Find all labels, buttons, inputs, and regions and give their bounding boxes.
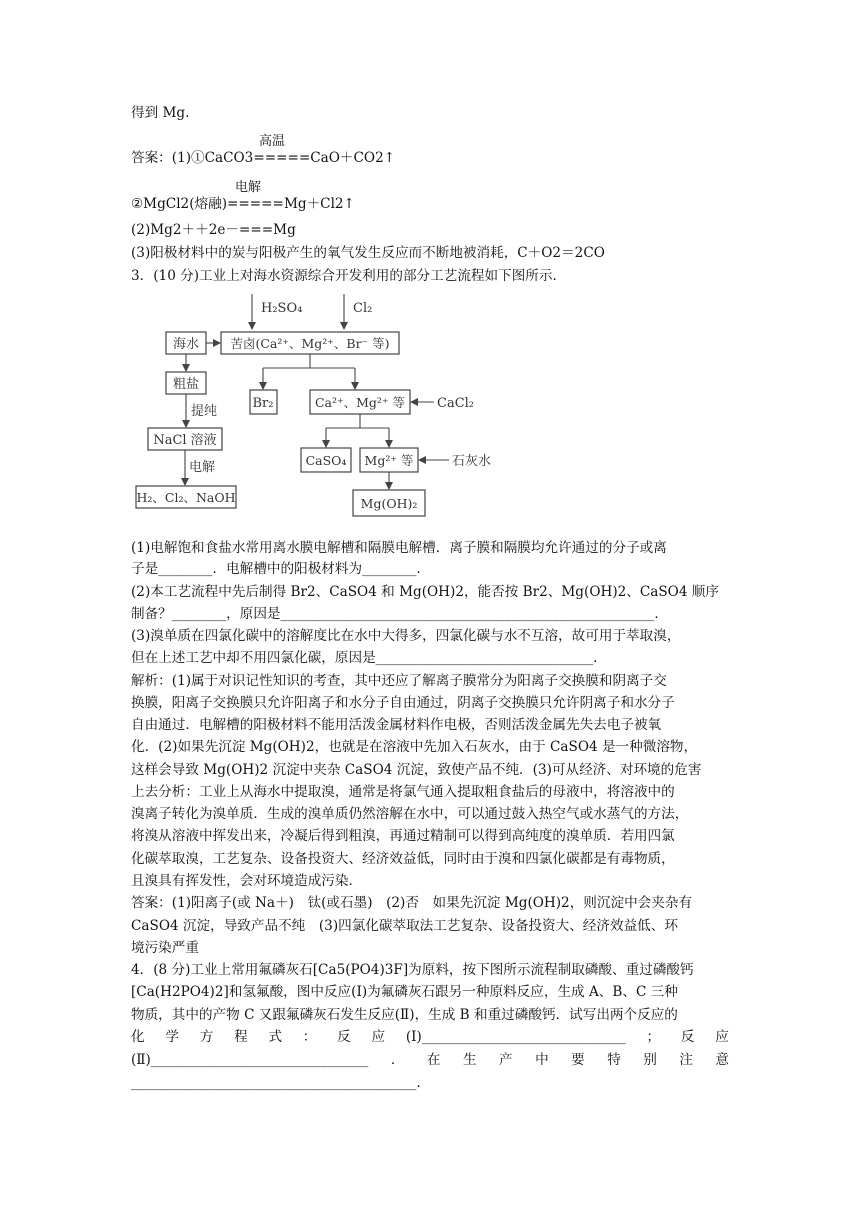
process-flow-diagram [131, 290, 551, 526]
nacl-label: NaCl 溶液 [153, 433, 217, 448]
text-segment: 应 [715, 1029, 729, 1045]
text-segment: 在 [426, 1052, 441, 1068]
question-line: 但在上述工艺中却不用四氯化碳，原因是________________________________． [131, 650, 607, 666]
text-segment: 特 [607, 1052, 621, 1068]
text-segment: 注 [679, 1052, 693, 1068]
question-line: (1)电解饱和食盐水常用离水膜电解槽和隔膜电解槽．离子膜和隔膜均允许通过的分子或离 [131, 540, 667, 556]
text-segment: 方 [199, 1029, 214, 1045]
explanation-line: 化．(2)如果先沉淀 Mg(OH)2，也就是在溶液中先加入石灰水，由于 CaSO4 是一种微溶物， [131, 739, 698, 755]
crude-salt-label: 粗盐 [172, 377, 200, 392]
ca-mg-label: Ca²⁺、Mg²⁺ 等 [314, 395, 406, 410]
text-segment: 产 [499, 1052, 513, 1068]
reagent-h2so4-label: H₂SO₄ [261, 301, 303, 316]
question-line: 4．(8 分)工业上常用氟磷灰石[Ca5(PO4)3F]为原料，按下图所示流程制取磷酸、重过磷酸钙 [131, 962, 694, 978]
explanation-line: 化碳萃取溴，工艺复杂、设备投资大、经济效益低，同时由于溴和四氯化碳都是有毒物质， [131, 851, 675, 867]
question-line: __________________________________________． [131, 1075, 431, 1091]
question-line: (2)本工艺流程中先后制得 Br2、CaSO4 和 Mg(OH)2，能否按 Br2、Mg(OH)2、CaSO4 顺序 [131, 584, 719, 600]
text-segment: 反 [680, 1029, 695, 1045]
br2-label: Br₂ [252, 396, 274, 411]
explanation-line: 且溴具有挥发性，会对环境造成污染． [131, 873, 363, 889]
mgoh2-label: Mg(OH)₂ [360, 496, 418, 511]
question-line: [Ca(H2PO4)2]和氢氟酸，图中反应(Ⅰ)为氟磷灰石跟另一种原料反应，生成 A、B、C 三种 [131, 984, 678, 1000]
text-segment: 中 [535, 1052, 549, 1068]
text-segment: 化 [131, 1029, 145, 1045]
products-label: H₂、Cl₂、NaOH [136, 490, 236, 505]
text-segment: 程 [234, 1029, 248, 1045]
answer-line: CaSO4 沉淀，导致产品不纯 (3)四氯化碳萃取法工艺复杂、设备投资大、经济效益低、环 [131, 918, 678, 934]
question-line: 子是________．电解槽中的阳极材料为________． [131, 561, 431, 577]
answer-line: 答案：(1)①CaCO3=====CaO＋CO2↑ [131, 150, 396, 166]
purify-label: 提纯 [191, 404, 218, 419]
text-segment: 别 [643, 1052, 657, 1068]
question-line: 制备？________，原因是_______________________________________________________． [131, 606, 668, 622]
seawater-label: 海水 [172, 337, 200, 352]
explanation-line: 解析：(1)属于对识记性知识的考查，其中还应了解离子膜常分为阳离子交换膜和阴离子交 [131, 673, 667, 689]
answer-line: ②MgCl2(熔融)=====Mg＋Cl2↑ [131, 196, 355, 212]
text-segment: (Ⅰ)______________________________ [405, 1029, 626, 1045]
answer-line: 答案：(1)阳离子(或 Na＋) 钛(或石墨) (2)否 如果先沉淀 Mg(OH)2，则沉淀中会夹杂有 [131, 895, 693, 911]
electrolysis-label: 电解 [189, 460, 216, 475]
text-segment: 要 [571, 1052, 585, 1068]
answer-line: (2)Mg2＋＋2e－===Mg [131, 222, 296, 238]
caso4-label: CaSO₄ [305, 453, 347, 468]
answer-line: (3)阳极材料中的炭与阳极产生的氧气发生反应而不断地被消耗，C＋O2＝2CO [131, 245, 605, 261]
question-line: 物质，其中的产物 C 又跟氟磷灰石发生反应(Ⅱ)，生成 B 和重过磷酸钙．试写出两个反应的 [131, 1007, 678, 1023]
mg-label: Mg²⁺ 等 [364, 453, 414, 468]
bittern-label: 苦卤(Ca²⁺、Mg²⁺、Br⁻ 等) [230, 336, 390, 351]
question-line: (3)溴单质在四氯化碳中的溶解度比在水中大得多，四氯化碳与水不互溶，故可用于萃取溴， [131, 628, 681, 644]
explanation-line: 上去分析：工业上从海水中提取溴，通常是将氯气通入提取粗食盐后的母液中，将溶液中的 [131, 784, 675, 800]
cacl2-label: CaCl₂ [437, 396, 475, 411]
text-segment: 学 [165, 1029, 179, 1045]
reagent-cl2-label: Cl₂ [353, 301, 373, 316]
explanation-line: 自由通过．电解槽的阳极材料不能用活泼金属材料作电极，否则活泼金属先失去电子被氧 [131, 717, 662, 733]
explanation-line: 换膜，阳离子交换膜只允许阳离子和水分子自由通过，阴离子交换膜只允许阴离子和水分子 [131, 695, 675, 711]
explanation-line: 溴离子转化为溴单质．生成的溴单质仍然溶解在水中，可以通过鼓入热空气或水蒸气的方法， [131, 806, 689, 822]
lime-label: 石灰水 [452, 454, 492, 469]
question-line-justified [131, 1027, 729, 1047]
condition-label: 高温 [259, 134, 286, 149]
text-segment: 反 [337, 1029, 351, 1045]
condition-label: 电解 [235, 180, 262, 195]
text-segment: 应 [371, 1029, 386, 1045]
text-segment: ： [302, 1029, 317, 1045]
text-segment: ． [390, 1052, 405, 1068]
text-segment: ； [646, 1029, 661, 1045]
answer-line: 境污染严重 [131, 940, 199, 956]
text-segment: 意 [715, 1052, 729, 1068]
question-line-justified [131, 1050, 729, 1070]
question-heading: 3．(10 分)工业上对海水资源综合开发利用的部分工艺流程如下图所示． [131, 268, 567, 284]
text-segment: (Ⅱ)________________________________ [131, 1052, 369, 1068]
text-line: 得到 Mg. [131, 105, 190, 121]
text-segment: 式 [268, 1029, 283, 1045]
explanation-line: 将溴从溶液中挥发出来，冷凝后得到粗溴，再通过精制可以得到高纯度的溴单质．若用四氯 [131, 828, 675, 844]
explanation-line: 这样会导致 Mg(OH)2 沉淀中夹杂 CaSO4 沉淀，致使产品不纯．(3)可从经济、对环境的危害 [131, 762, 702, 778]
text-segment: 生 [462, 1052, 477, 1068]
